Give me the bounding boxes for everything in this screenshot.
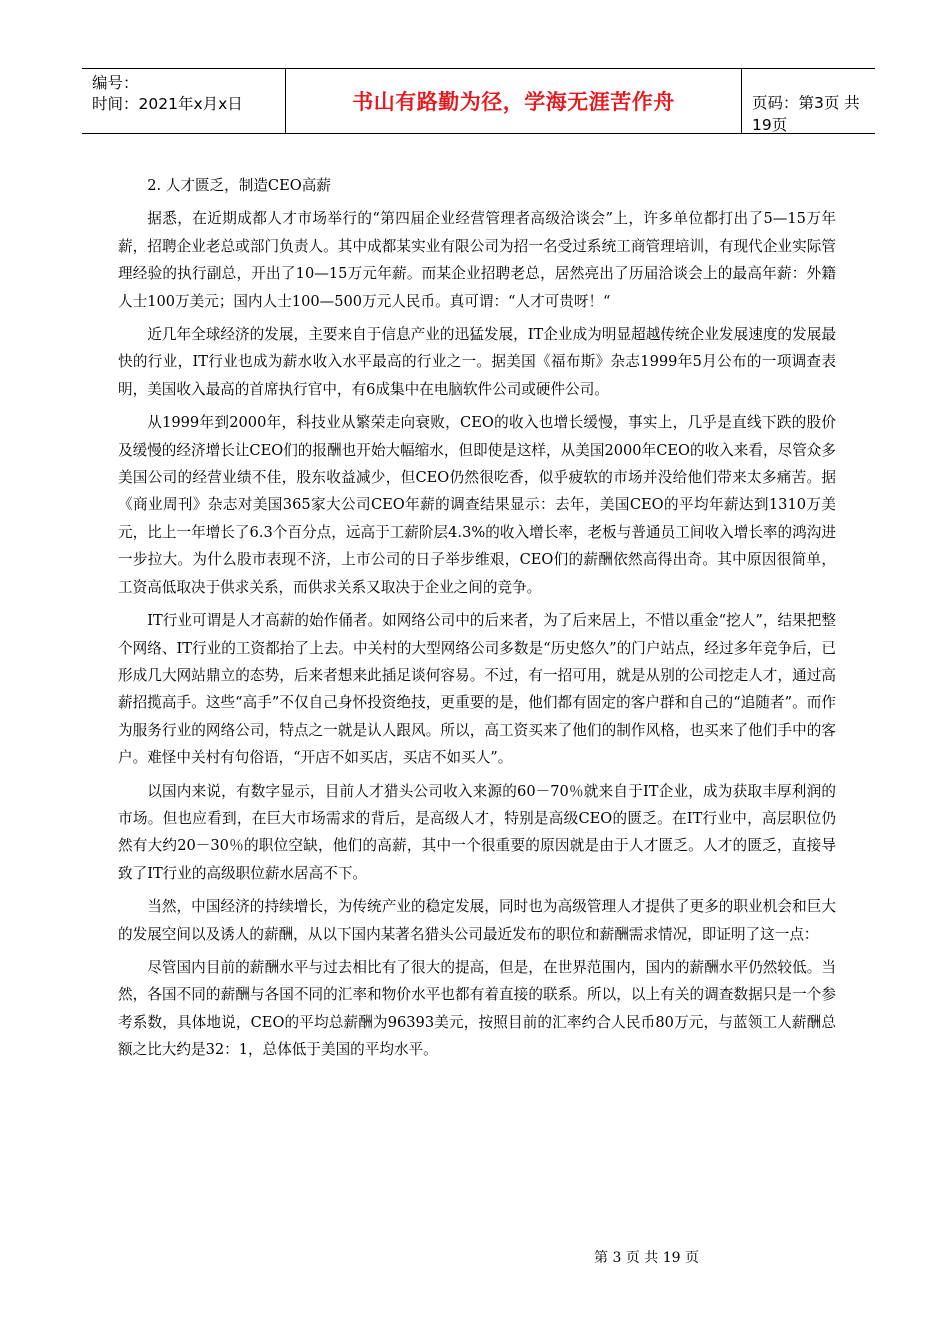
page-footer: 第 3 页 共 19 页 [594,1250,699,1266]
paragraph-7: 尽管国内目前的薪酬水平与过去相比有了很大的提高，但是，在世界范围内，国内的薪酬水平仍然较低。当然，各国不同的薪酬与各国不同的汇率和物价水平也都有着直接的联系。所以，以上有关的调查数据只是一个参考系数，具体地说，CEO的平均总薪酬为96393美元，按照目前的汇率约合人民币80万元，与蓝领工人薪酬总额之比大约是32：1，总体低于美国的平均水平。 [118,958,836,1059]
paragraph-2: 近几年全球经济的发展，主要来自于信息产业的迅猛发展，IT企业成为明显超越传统企业发展速度的发展最快的行业，IT行业也成为薪水收入水平最高的行业之一。据美国《福布斯》杂志1999年5月公布的一项调查表明，美国收入最高的首席执行官中，有6成集中在电脑软件公司或硬件公司。 [118,326,836,398]
section-title: 2. 人才匮乏，制造CEO高薪 [147,177,331,194]
paragraph-6: 当然，中国经济的持续增长，为传统产业的稳定发展，同时也为高级管理人才提供了更多的职业机会和巨大的发展空间以及诱人的薪酬，从以下国内某著名猎头公司最近发布的职位和薪酬需求情况，即证明了这一点： [118,898,836,943]
paragraph-1: 据悉，在近期成都人才市场举行的“第四届企业经营管理者高级洽谈会”上，许多单位都打出了5—15万年薪，招聘企业老总或部门负责人。其中成都某实业有限公司为招一名受过系统工商管理培训，有现代企业实际管理经验的执行副总，开出了10—15万元年薪。而某企业招聘老总，居然亮出了历届洽谈会上的最高年薪：外籍人士100万美元；国内人士100—500万元人民币。真可谓：“人才可贵呀！“ [118,210,836,310]
document-body [118,172,836,1070]
header-meta [92,73,243,115]
paragraph-4: IT行业可谓是人才高薪的始作俑者。如网络公司中的后来者，为了后来居上，不惜以重金“挖人”，结果把整个网络、IT行业的工资都抬了上去。中关村的大型网络公司多数是“历史悠久”的门户站点，经过多年竞争后，已形成几大网站鼎立的态势，后来者想来此插足谈何容易。不过，有一招可用，就是从别的公司挖走人才，通过高薪招揽高手。这些“高手”不仅自己身怀投资绝技，更重要的是，他们都有固定的客户群和自己的“追随者”。而作为服务行业的网络公司，特点之一就是认人跟风。所以，高工资买来了他们的制作风格，也买来了他们手中的客户。难怪中关村有句俗语，“开店不如买店，买店不如买人”。 [118,612,836,767]
document-number-label: 编号： [92,74,139,92]
paragraph-5: 以国内来说，有数字显示，目前人才猎头公司收入来源的60－70％就来自于IT企业，成为获取丰厚利润的市场。但也应看到，在巨大市场需求的背后，是高级人才，特别是高级CEO的匮乏。在IT行业中，高层职位仍然有大约20－30％的职位空缺，他们的高薪，其中一个很重要的原因就是由于人才匮乏。人才的匮乏，直接导致了IT行业的高级职位薪水居高不下。 [118,782,836,882]
paragraph-3: 从1999年到2000年，科技业从繁荣走向衰败，CEO的收入也增长缓慢，事实上，几乎是直线下跌的股价及缓慢的经济增长让CEO们的报酬也开始大幅缩水，但即使是这样，从美国2000年CEO的收入来看，尽管众多美国公司的经营业绩不佳，股东收益减少，但CEO仍然很吃香，似乎疲软的市场并没给他们带来太多痛苦。据《商业周刊》杂志对美国365家大公司CEO年薪的调查结果显示：去年，美国CEO的平均年薪达到1310万美元，比上一年增长了6.3个百分点，远高于工薪阶层4.3%的收入增长率，老板与普通员工间收入增长率的鸿沟进一步拉大。为什么股市表现不济，上市公司的日子举步维艰，CEO们的薪酬依然高得出奇。其中原因很简单，工资高低取决于供求关系，而供求关系又取决于企业之间的竞争。 [118,414,836,596]
document-time-label: 时间：2021年x月x日 [92,95,243,113]
header-page-label: 页码：第3页 共19页 [752,94,860,134]
page-header [82,68,875,134]
header-motto: 书山有路勤为径，学海无涯苦作舟 [285,69,742,133]
